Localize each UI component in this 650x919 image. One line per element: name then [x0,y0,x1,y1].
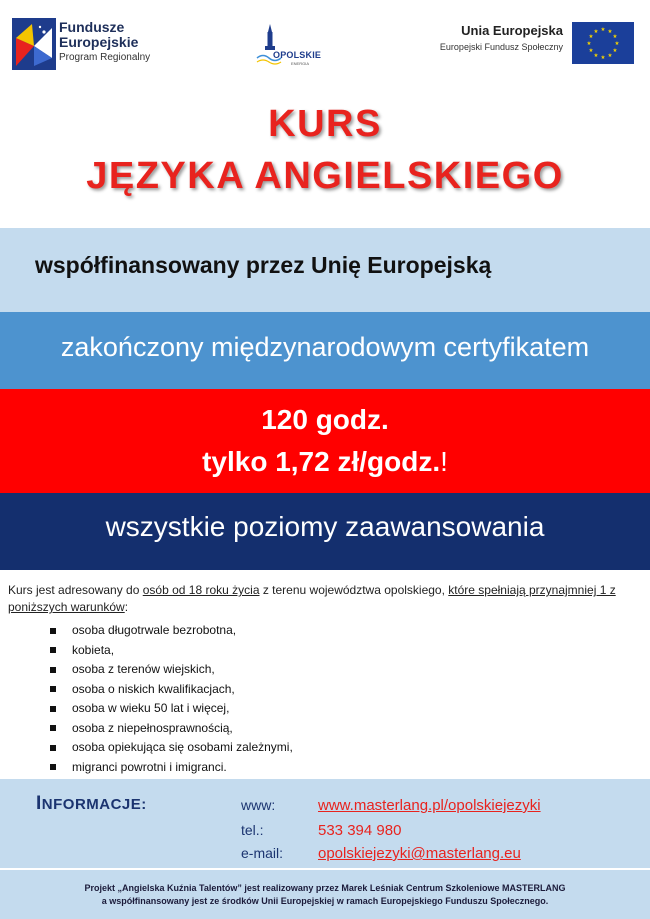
svg-text:★: ★ [588,48,594,54]
bullet-icon [50,647,56,653]
price-per-hour: tylko 1,72 zł/godz. [202,446,441,477]
fe-logo-line2: Europejskie [59,34,139,50]
price-exclaim: ! [440,446,448,477]
condition-requirement: które spełniają przynajmniej 1 z poniższych warunków [8,583,616,614]
list-item: osoba z terenów wiejskich, [50,660,293,680]
svg-text:★: ★ [600,55,606,61]
hours-text: 120 godz. [261,404,389,435]
svg-text:★: ★ [612,34,618,40]
header-logos [0,0,650,86]
opolskie-logo [253,22,333,70]
footer [0,868,650,919]
eu-subtitle: Europejski Fundusz Społeczny [439,42,563,52]
opolskie-tagline: ENERGIA [291,61,310,66]
fundusze-europejskie-mark-icon [12,18,56,70]
phone-number: 533 394 980 [318,822,402,839]
list-item: osoba długotrwale bezrobotna, [50,621,293,641]
eligibility-section [0,570,650,779]
bullet-icon [50,628,56,634]
svg-text:★: ★ [586,41,592,47]
list-item: osoba o niskich kwalifikacjach, [50,680,293,700]
title-line-2: JĘZYKA ANGIELSKIEGO [86,155,564,197]
levels-text: wszystkie poziomy zaawansowania [105,511,545,542]
contact-info [0,779,650,868]
email-label: e-mail: [241,845,284,861]
svg-text:★: ★ [600,27,606,33]
bullet-icon [50,745,56,751]
email-link[interactable]: opolskiejezyki@masterlang.eu [318,845,521,862]
certificate-band [0,312,650,389]
info-heading: INFORMACJE: [36,793,147,814]
age-requirement: osób od 18 roku życia [142,583,260,597]
fe-logo-line1: Fundusze [59,19,125,35]
svg-text:★: ★ [607,29,613,35]
list-item: osoba opiekująca się osobami zależnymi, [50,738,293,758]
levels-band [0,493,650,570]
title-line-1: KURS [268,103,382,145]
svg-text:★: ★ [593,29,599,35]
bullet-icon [50,706,56,712]
fe-logo-line3: Program Regionalny [59,52,151,63]
www-label: www: [241,797,276,813]
course-title [0,86,650,228]
bullet-icon [50,725,56,731]
bullet-icon [50,667,56,673]
website-link[interactable]: www.masterlang.pl/opolskiejezyki [318,797,541,814]
opolskie-name: OPOLSKIE [273,50,322,60]
eu-title: Unia Europejska [461,23,563,38]
svg-text:★: ★ [593,53,599,59]
list-item: osoba w wieku 50 lat i więcej, [50,699,293,719]
footer-line-1: Projekt „Angielska Kuźnia Talentów” jest realizowany przez Marek Leśniak Centrum Szkoleniowe MASTERLANG [84,883,566,893]
price-band [0,389,650,493]
svg-text:★: ★ [588,34,594,40]
cofinanced-text: współfinansowany przez Unię Europejską [35,252,492,278]
fundusze-europejskie-logo [12,18,167,70]
eu-logo [423,22,638,67]
certificate-text: zakończony międzynarodowym certyfikatem [60,332,590,362]
svg-text:★: ★ [614,41,620,47]
bullet-icon [50,686,56,692]
list-item: migranci powrotni i imigranci. [50,758,293,778]
eligibility-list [50,621,293,777]
bullet-icon [50,764,56,770]
footer-line-2: a współfinansowany jest ze środków Unii Europejskiej w ramach Europejskiego Funduszu Społecznego. [101,896,549,906]
svg-text:★: ★ [612,48,618,54]
cofinanced-band [0,228,650,312]
list-item: kobieta, [50,641,293,661]
svg-text:★: ★ [607,53,613,59]
list-item: osoba z niepełnosprawnością, [50,719,293,739]
phone-label: tel.: [241,822,264,838]
eligibility-intro: Kurs jest adresowany do osób od 18 roku życia z terenu województwa opolskiego, które spełniają przynajmniej 1 z poniższych warunków: [8,583,616,614]
eu-flag-icon [572,22,634,64]
